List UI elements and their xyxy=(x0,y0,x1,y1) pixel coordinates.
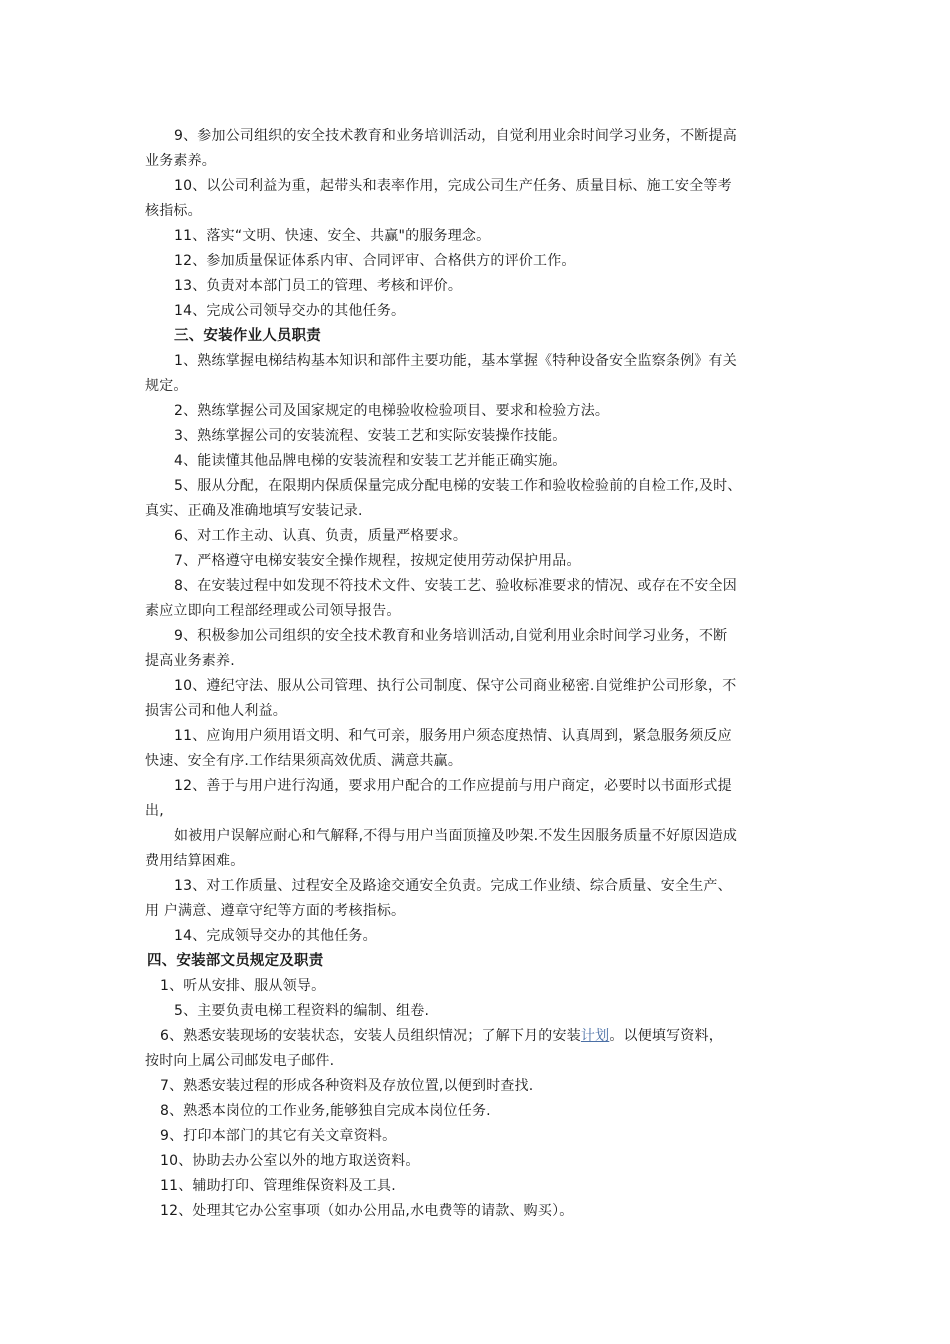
paragraph-line: 核指标。 xyxy=(145,203,202,219)
paragraph-line: 损害公司和他人利益。 xyxy=(145,703,287,719)
paragraph-line: 费用结算困难。 xyxy=(145,853,245,869)
paragraph-line: 1、熟练掌握电梯结构基本知识和部件主要功能，基本掌握《特种设备安全监察条例》有关 xyxy=(174,353,737,369)
paragraph-line: 13、对工作质量、过程安全及路途交通安全负责。完成工作业绩、综合质量、安全生产、 xyxy=(174,878,732,894)
paragraph-line: 按时向上属公司邮发电子邮件. xyxy=(145,1053,335,1069)
paragraph-line: 10、协助去办公室以外的地方取送资料。 xyxy=(160,1153,420,1169)
paragraph-line: 2、熟练掌握公司及国家规定的电梯验收检验项目、要求和检验方法。 xyxy=(174,403,610,419)
paragraph-line xyxy=(160,1026,723,1046)
paragraph-line: 10、遵纪守法、服从公司管理、执行公司制度、保守公司商业秘密.自觉维护公司形象，不 xyxy=(174,678,737,694)
paragraph-line: 6、对工作主动、认真、负责，质量严格要求。 xyxy=(174,528,468,544)
paragraph-line: 14、完成公司领导交办的其他任务。 xyxy=(174,303,406,319)
paragraph-text: 。以便填写资料， xyxy=(609,1028,723,1044)
paragraph-line: 13、负责对本部门员工的管理、考核和评价。 xyxy=(174,278,463,294)
paragraph-line: 7、熟悉安装过程的形成各种资料及存放位置,以便到时查找. xyxy=(160,1078,534,1094)
paragraph-line: 3、熟练掌握公司的安装流程、安装工艺和实际安装操作技能。 xyxy=(174,428,567,444)
section-heading: 三、安装作业人员职责 xyxy=(174,328,321,344)
paragraph-line: 12、参加质量保证体系内审、合同评审、合格供方的评价工作。 xyxy=(174,253,576,269)
paragraph-line: 12、善于与用户进行沟通，要求用户配合的工作应提前与用户商定，必要时以书面形式提 xyxy=(174,778,732,794)
paragraph-line: 11、辅助打印、管理维保资料及工具. xyxy=(160,1178,396,1194)
paragraph-line: 业务素养。 xyxy=(145,153,216,169)
paragraph-line: 9、参加公司组织的安全技术教育和业务培训活动，自觉利用业余时间学习业务，不断提高 xyxy=(174,128,737,144)
paragraph-line: 14、完成领导交办的其他任务。 xyxy=(174,928,377,944)
section-heading: 四、安装部文员规定及职责 xyxy=(147,953,324,969)
paragraph-line: 出, xyxy=(145,803,164,819)
paragraph-line: 1、听从安排、服从领导。 xyxy=(160,978,326,994)
paragraph-line: 4、能读懂其他品牌电梯的安装流程和安装工艺并能正确实施。 xyxy=(174,453,567,469)
paragraph-line: 用 户满意、遵章守纪等方面的考核指标。 xyxy=(145,903,406,919)
paragraph-line: 提高业务素养. xyxy=(145,653,235,669)
paragraph-line: 规定。 xyxy=(145,378,188,394)
paragraph-line: 如被用户误解应耐心和气解释,不得与用户当面顶撞及吵架.不发生因服务质量不好原因造成 xyxy=(174,828,738,844)
paragraph-line: 素应立即向工程部经理或公司领导报告。 xyxy=(145,603,401,619)
paragraph-line: 8、在安装过程中如发现不符技术文件、安装工艺、验收标准要求的情况、或存在不安全因 xyxy=(174,578,737,594)
plan-link[interactable]: 计划 xyxy=(580,1028,610,1044)
paragraph-text: 6、熟悉安装现场的安装状态，安装人员组织情况；了解下月的安装 xyxy=(160,1028,581,1044)
paragraph-line: 7、严格遵守电梯安装安全操作规程，按规定使用劳动保护用品。 xyxy=(174,553,581,569)
paragraph-line: 快速、安全有序.工作结果须高效优质、满意共赢。 xyxy=(145,753,463,769)
paragraph-line: 8、熟悉本岗位的工作业务,能够独自完成本岗位任务. xyxy=(160,1103,491,1119)
paragraph-line: 11、应询用户须用语文明、和气可亲，服务用户须态度热情、认真周到，紧急服务须反应 xyxy=(174,728,732,744)
paragraph-line: 11、落实“文明、快速、安全、共赢"的服务理念。 xyxy=(174,228,491,244)
paragraph-line: 12、处理其它办公室事项（如办公用品,水电费等的请款、购买）。 xyxy=(160,1203,574,1219)
paragraph-line: 5、主要负责电梯工程资料的编制、组卷. xyxy=(174,1003,430,1019)
paragraph-line: 真实、正确及准确地填写安装记录. xyxy=(145,503,363,519)
paragraph-line: 10、以公司利益为重，起带头和表率作用，完成公司生产任务、质量目标、施工安全等考 xyxy=(174,178,732,194)
paragraph-line: 5、服从分配，在限期内保质保量完成分配电梯的安装工作和验收检验前的自检工作,及时、 xyxy=(174,478,742,494)
paragraph-line: 9、积极参加公司组织的安全技术教育和业务培训活动,自觉利用业余时间学习业务，不断 xyxy=(174,628,728,644)
paragraph-line: 9、打印本部门的其它有关文章资料。 xyxy=(160,1128,397,1144)
